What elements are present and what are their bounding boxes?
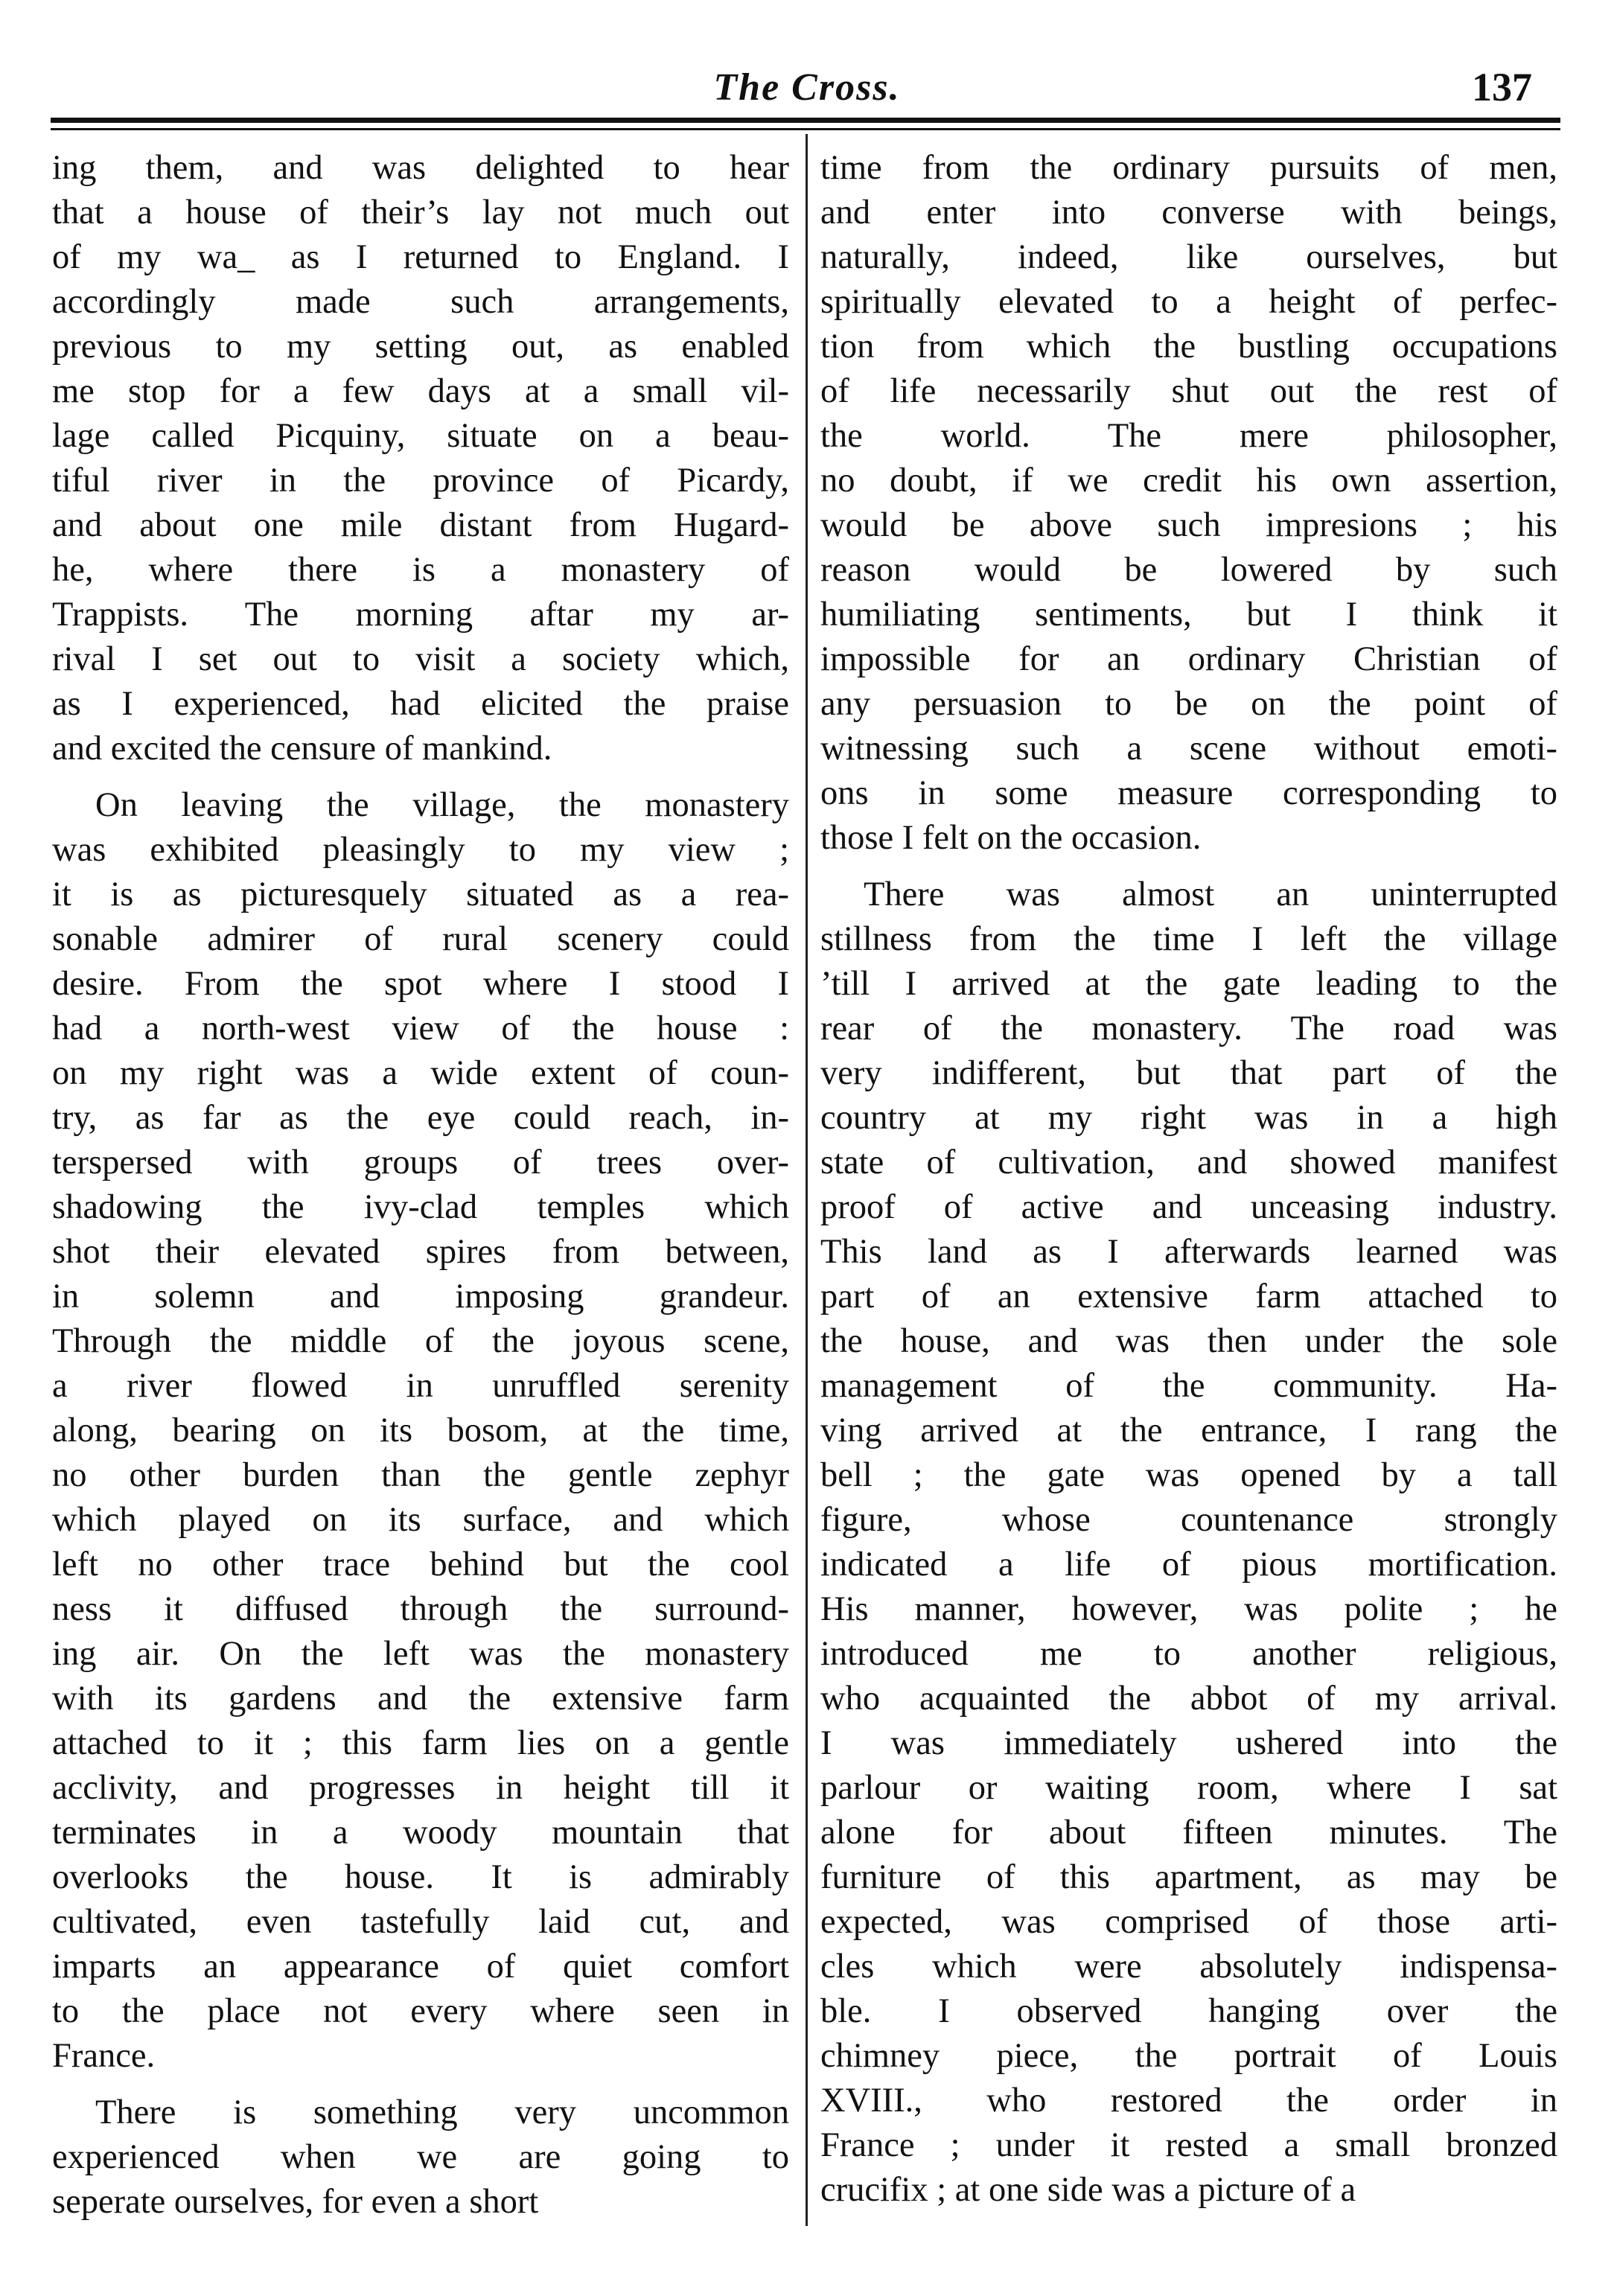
text-line: On leaving the village, the monastery	[95, 786, 789, 824]
text-line: naturally, indeed, like ourselves, but	[820, 238, 1557, 276]
text-line: any persuasion to be on the point of	[820, 685, 1557, 723]
text-line: lage called Picquiny, situate on a beau-	[52, 417, 789, 455]
text-line: along, bearing on its bosom, at the time,	[52, 1412, 789, 1450]
paragraph	[820, 873, 1557, 2213]
text-line: rear of the monastery. The road was	[820, 1010, 1557, 1047]
text-line: There is something very uncommon	[95, 2093, 789, 2131]
text-line: I was immediately ushered into the	[820, 1724, 1557, 1762]
paragraph-gap	[52, 771, 789, 783]
text-line: experienced when we are going to	[52, 2138, 789, 2176]
text-line: France.	[52, 2037, 156, 2075]
text-line: in solemn and imposing grandeur.	[52, 1278, 789, 1316]
text-line: a river flowed in unruffled serenity	[52, 1367, 789, 1405]
text-line: had a north-west view of the house :	[52, 1010, 789, 1047]
text-line: cles which were absolutely indispensa-	[820, 1948, 1557, 1986]
text-line: His manner, however, was polite ; he	[820, 1590, 1557, 1628]
text-line: spiritually elevated to a height of perfec-	[820, 283, 1557, 321]
running-title: The Cross.	[713, 66, 901, 109]
text-line: rival I set out to visit a society which,	[52, 640, 789, 678]
text-line: that a house of their’s lay not much out	[52, 194, 789, 232]
text-line: management of the community. Ha-	[820, 1367, 1557, 1405]
right-column	[820, 146, 1557, 2213]
text-line: who acquainted the abbot of my arrival.	[820, 1680, 1557, 1718]
text-line: part of an extensive farm attached to	[820, 1278, 1557, 1316]
header-rule-thin	[51, 128, 1560, 130]
text-line: France ; under it rested a small bronzed	[820, 2126, 1557, 2164]
text-line: previous to my setting out, as enabled	[52, 328, 789, 366]
text-line: on my right was a wide extent of coun-	[52, 1054, 789, 1092]
text-line: cultivated, even tastefully laid cut, and	[52, 1903, 789, 1941]
text-line: seperate ourselves, for even a short	[52, 2183, 539, 2221]
page-number: 137	[1472, 65, 1532, 109]
text-line: acclivity, and progresses in height till it	[52, 1769, 789, 1807]
text-line: as I experienced, had elicited the praise	[52, 685, 789, 723]
left-column	[52, 146, 789, 2225]
text-line: time from the ordinary pursuits of men,	[820, 149, 1557, 187]
text-line: sonable admirer of rural scenery could	[52, 920, 789, 958]
text-line: and about one mile distant from Hugard-	[52, 506, 789, 544]
text-line: chimney piece, the portrait of Louis	[820, 2037, 1557, 2075]
paragraph-gap	[52, 2079, 789, 2091]
text-line: state of cultivation, and showed manifest	[820, 1144, 1557, 1182]
text-line: terspersed with groups of trees over-	[52, 1144, 789, 1182]
text-line: reason would be lowered by such	[820, 551, 1557, 589]
text-line: ving arrived at the entrance, I rang the	[820, 1412, 1557, 1450]
text-line: it is as picturesquely situated as a rea-	[52, 876, 789, 913]
text-line: accordingly made such arrangements,	[52, 283, 789, 321]
text-line: and excited the censure of mankind.	[52, 730, 552, 768]
text-line: XVIII., who restored the order in	[820, 2082, 1557, 2120]
text-line: indicated a life of pious mortification.	[820, 1546, 1557, 1584]
text-line: the house, and was then under the sole	[820, 1322, 1557, 1360]
text-line: terminates in a woody mountain that	[52, 1814, 789, 1852]
text-line: crucifix ; at one side was a picture of a	[820, 2171, 1356, 2209]
paragraph-gap	[820, 861, 1557, 873]
text-line: of my wa_ as I returned to England. I	[52, 238, 789, 276]
paragraph	[52, 2091, 789, 2225]
text-line: desire. From the spot where I stood I	[52, 965, 789, 1003]
text-line: shadowing the ivy-clad temples which	[52, 1188, 789, 1226]
text-line: bell ; the gate was opened by a tall	[820, 1456, 1557, 1494]
text-line: attached to it ; this farm lies on a gentle	[52, 1724, 789, 1762]
text-line: impossible for an ordinary Christian of	[820, 640, 1557, 678]
text-line: introduced me to another religious,	[820, 1635, 1557, 1673]
text-line: those I felt on the occasion.	[820, 819, 1202, 857]
text-line: he, where there is a monastery of	[52, 551, 789, 589]
text-line: was exhibited pleasingly to my view ;	[52, 831, 789, 869]
text-line: which played on its surface, and which	[52, 1501, 789, 1539]
text-line: figure, whose countenance strongly	[820, 1501, 1557, 1539]
text-line: tiful river in the province of Picardy,	[52, 462, 789, 500]
text-line: witnessing such a scene without emoti-	[820, 730, 1557, 768]
text-line: left no other trace behind but the cool	[52, 1546, 789, 1584]
text-line: imparts an appearance of quiet comfort	[52, 1948, 789, 1986]
text-line: tion from which the bustling occupations	[820, 328, 1557, 366]
header-rule	[51, 118, 1560, 123]
text-line: try, as far as the eye could reach, in-	[52, 1099, 789, 1137]
text-line: and enter into converse with beings,	[820, 194, 1557, 232]
text-line: ble. I observed hanging over the	[820, 1992, 1557, 2030]
text-line: humiliating sentiments, but I think it	[820, 596, 1557, 634]
text-line: overlooks the house. It is admirably	[52, 1858, 789, 1896]
text-line: the world. The mere philosopher,	[820, 417, 1557, 455]
paragraph	[52, 783, 789, 2079]
text-line: expected, was comprised of those arti-	[820, 1903, 1557, 1941]
text-line: proof of active and unceasing industry.	[820, 1188, 1557, 1226]
text-line: This land as I afterwards learned was	[820, 1233, 1557, 1271]
text-line: furniture of this apartment, as may be	[820, 1858, 1557, 1896]
text-line: parlour or waiting room, where I sat	[820, 1769, 1557, 1807]
text-line: alone for about fifteen minutes. The	[820, 1814, 1557, 1852]
paragraph	[52, 146, 789, 771]
text-line: to the place not every where seen in	[52, 1992, 789, 2030]
text-line: no other burden than the gentle zephyr	[52, 1456, 789, 1494]
text-line: ons in some measure corresponding to	[820, 774, 1557, 812]
text-line: ness it diffused through the surround-	[52, 1590, 789, 1628]
text-line: me stop for a few days at a small vil-	[52, 372, 789, 410]
text-line: Trappists. The morning aftar my ar-	[52, 596, 789, 634]
column-divider	[806, 134, 808, 2226]
text-line: of life necessarily shut out the rest of	[820, 372, 1557, 410]
text-line: ing them, and was delighted to hear	[52, 149, 789, 187]
paragraph	[820, 146, 1557, 861]
text-line: very indifferent, but that part of the	[820, 1054, 1557, 1092]
text-line: ing air. On the left was the monastery	[52, 1635, 789, 1673]
text-line: with its gardens and the extensive farm	[52, 1680, 789, 1718]
text-line: no doubt, if we credit his own assertion,	[820, 462, 1557, 500]
text-line: shot their elevated spires from between,	[52, 1233, 789, 1271]
text-line: Through the middle of the joyous scene,	[52, 1322, 789, 1360]
text-line: country at my right was in a high	[820, 1099, 1557, 1137]
text-line: stillness from the time I left the village	[820, 920, 1557, 958]
text-line: There was almost an uninterrupted	[864, 876, 1557, 913]
text-line: would be above such impresions ; his	[820, 506, 1557, 544]
text-line: ’till I arrived at the gate leading to the	[820, 965, 1557, 1003]
